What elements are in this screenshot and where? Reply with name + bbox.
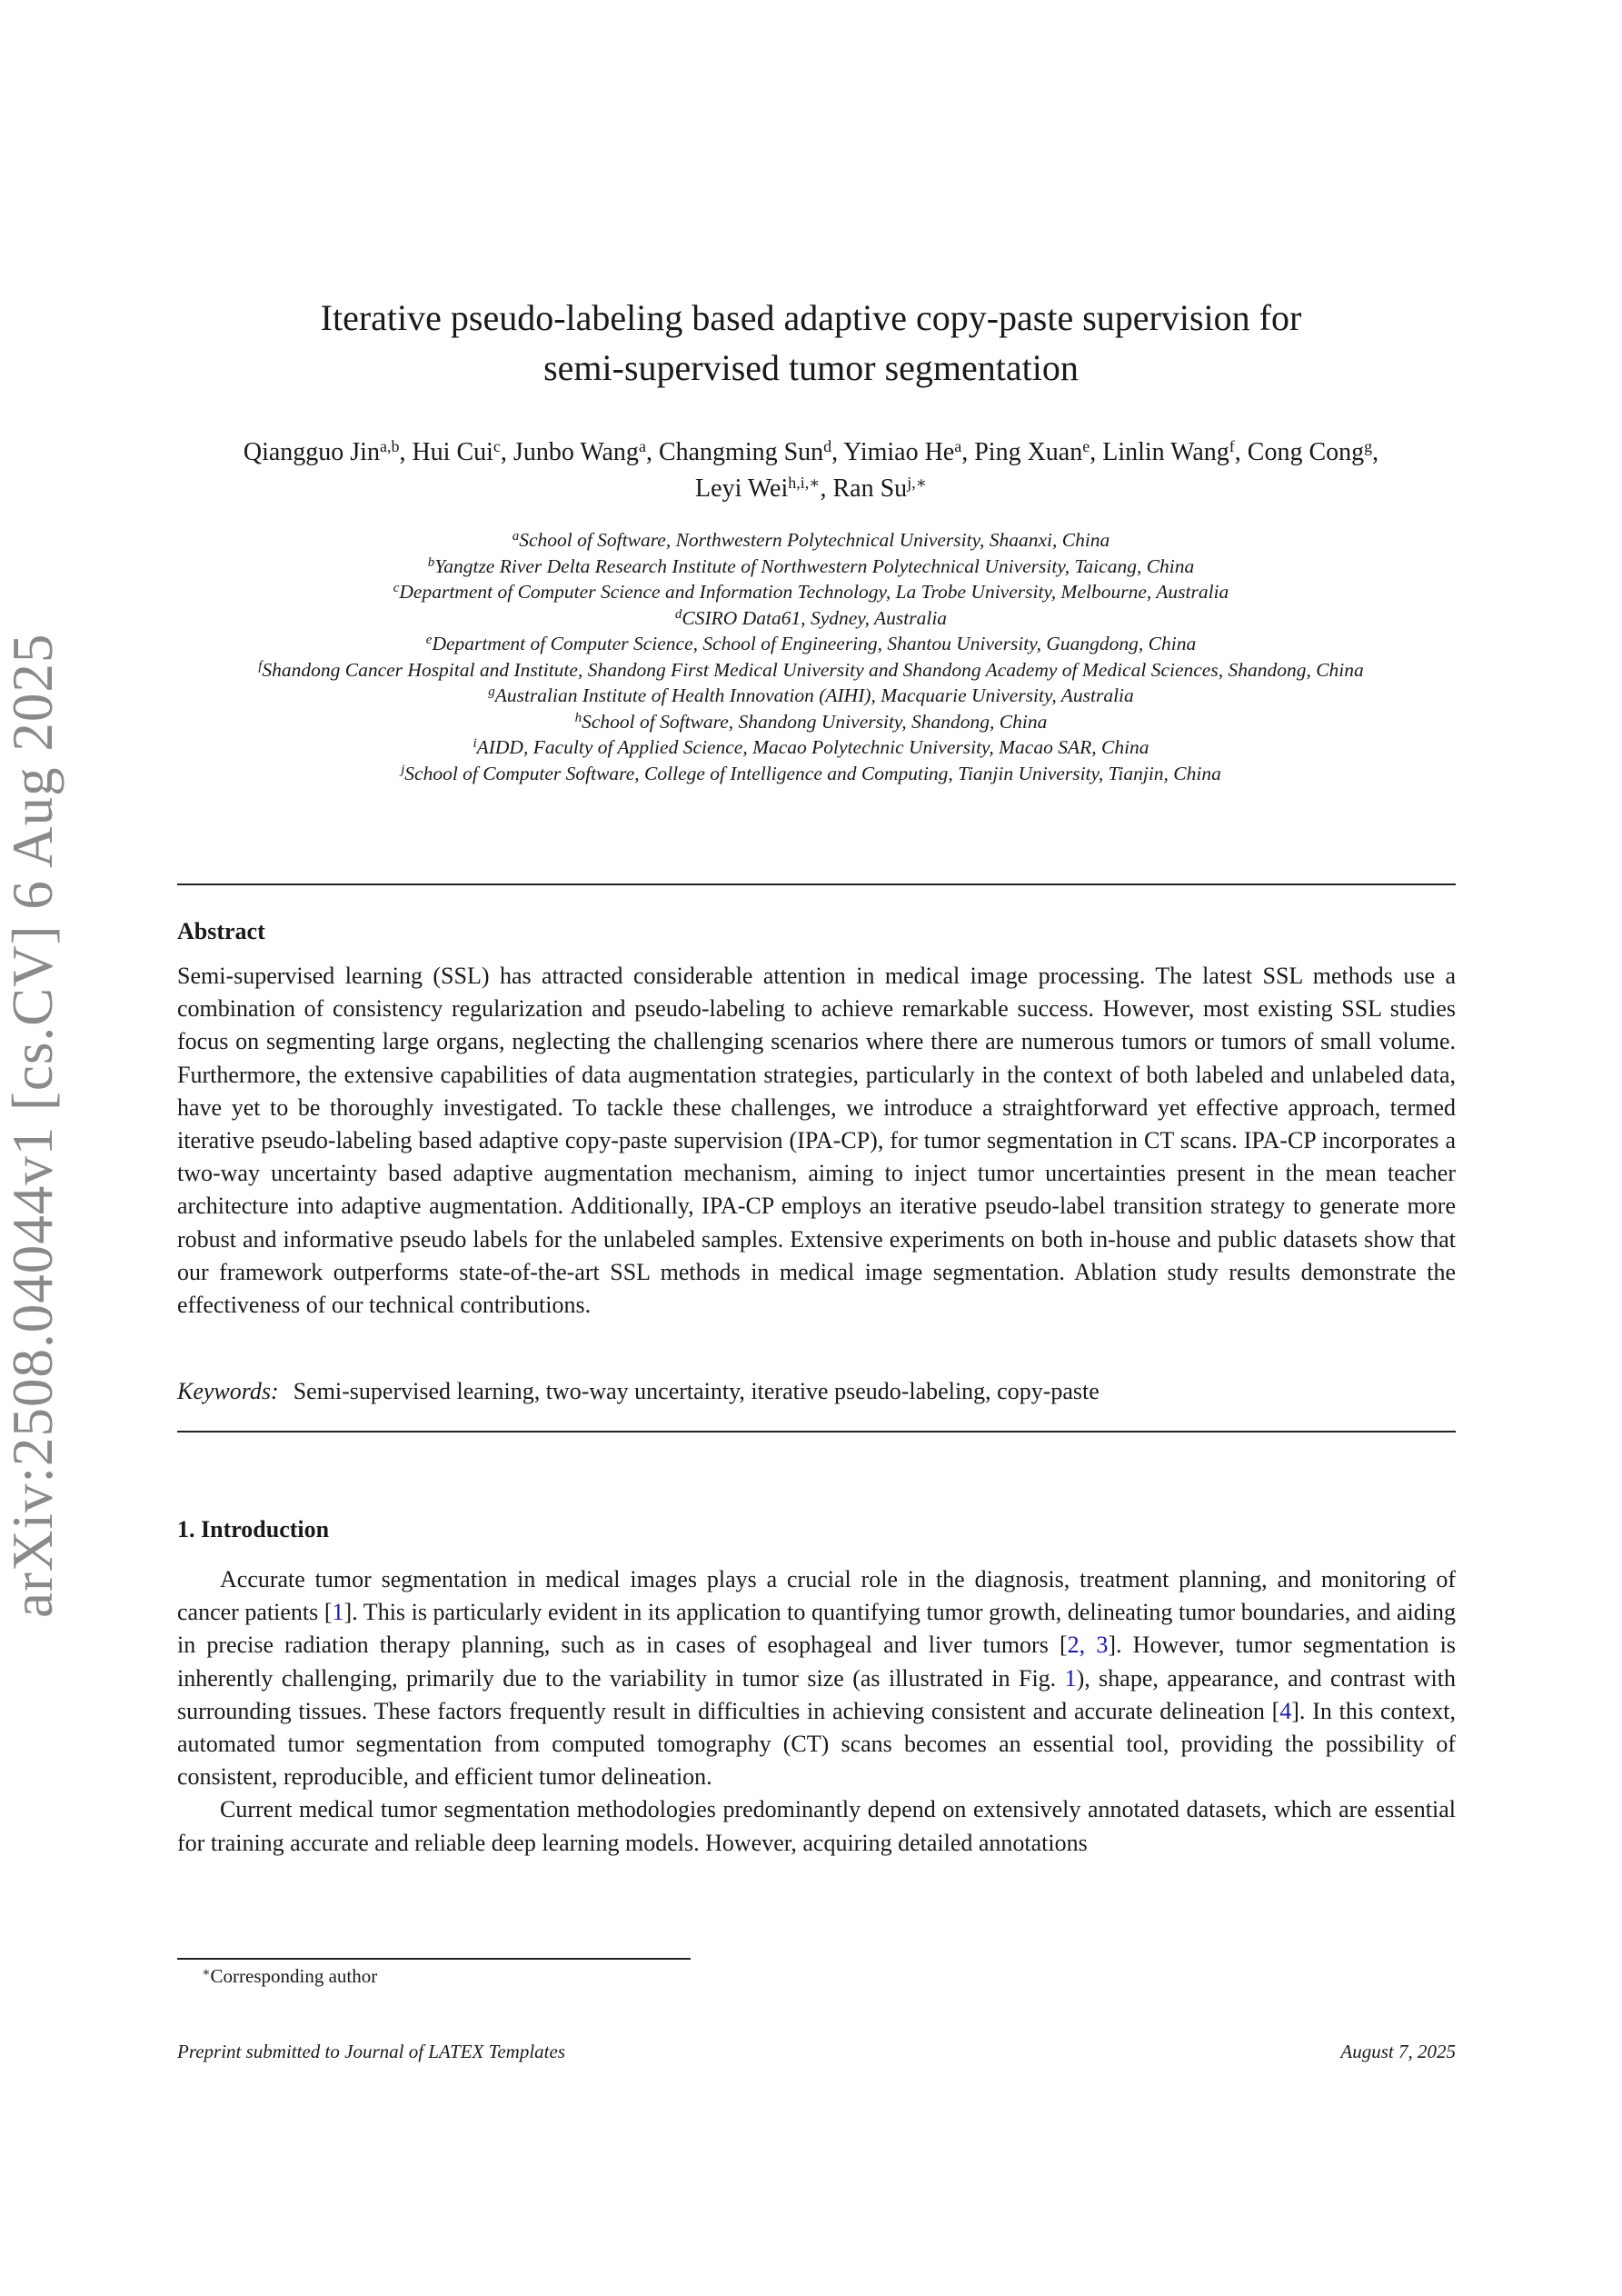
section-heading-introduction: 1. Introduction: [177, 1516, 330, 1542]
citation-link[interactable]: 2, 3: [1067, 1632, 1109, 1659]
author: Ping Xuan$^e$: [974, 437, 1090, 466]
author: Changming Sun$^d$: [658, 437, 832, 466]
abstract-text: Semi-supervised learning (SSL) has attracted considerable attention in medical image processing. The latest SSL methods use a combination of consistency regularization and pseudo-labeling to achieve remarkable success. However, most existing SSL studies focus on segmenting large organs, neglecting the challenging scenarios where there are numerous tumors or tumors of small volume. Furthermore, the extensive capabilities of data augmentation strategies, particularly in the context of both labeled and unlabeled data, have yet to be thoroughly investigated. To tackle these challenges, we introduce a straightforward yet effective approach, termed iterative pseudo-labeling based adaptive copy-paste supervision (IPA-CP), for tumor segmentation in CT scans. IPA-CP incorporates a two-way uncertainty based adaptive augmentation mechanism, aiming to inject tumor uncertainties present in the mean teacher architecture into adaptive augmentation. Additionally, IPA-CP employs an iterative pseudo-label transition strategy to generate more robust and informative pseudo labels for the unlabeled samples. Extensive experiments on both in-house and public datasets show that our framework outperforms state-of-the-art SSL methods in medical image segmentation. Ablation study results demonstrate the effectiveness of our technical contributions.: [177, 963, 1456, 1319]
arxiv-identifier-stamp: arXiv:2508.04044v1 [cs.CV] 6 Aug 2025: [1, 633, 65, 1618]
keywords-line: [177, 1378, 1456, 1405]
author: Cong Cong$^g$: [1247, 437, 1373, 466]
affiliation: $^j$School of Computer Software, College of Intelligence and Computing, Tianjin University, Tianjin, China: [401, 762, 1221, 784]
affiliation: $^e$Department of Computer Science, School of Engineering, Shantou University, Guangdong, China: [425, 633, 1197, 654]
citation-link[interactable]: 1: [332, 1599, 344, 1626]
affiliation: $^c$Department of Computer Science and Information Technology, La Trobe University, Melbourne, Australia: [393, 581, 1229, 603]
footer-preprint-note: Preprint submitted to Journal of LATEX Templates: [177, 2041, 566, 2062]
abstract-heading: Abstract: [177, 918, 265, 944]
paper-title: [173, 293, 1449, 393]
author: Qiangguo Jin$^{a,b}$: [243, 437, 400, 466]
title-line-2: semi-supervised tumor segmentation: [543, 347, 1079, 388]
affiliation: $^a$School of Software, Northwestern Polytechnical University, Shaanxi, China: [512, 529, 1110, 551]
abstract-top-rule: [177, 883, 1456, 885]
footnote-rule: [177, 1958, 691, 1960]
abstract-bottom-rule: [177, 1431, 1456, 1433]
affiliation: $^i$AIDD, Faculty of Applied Science, Macao Polytechnic University, Macao SAR, China: [473, 736, 1149, 758]
affiliation: $^b$Yangtze River Delta Research Institute of Northwestern Polytechnical University, Taicang, China: [427, 554, 1195, 577]
affiliation-list: [173, 527, 1449, 786]
figure-reference-link[interactable]: 1: [1064, 1664, 1077, 1692]
affiliation: $^d$CSIRO Data61, Sydney, Australia: [674, 606, 948, 629]
introduction-paragraph-2: Current medical tumor segmentation methodologies predominantly depend on extensively annotated datasets, which are essential for training accurate and reliable deep learning models. However, acquiring detailed annotations: [177, 1796, 1456, 1856]
introduction-paragraph-1: Accurate tumor segmentation in medical images plays a crucial role in the diagnosis, treatment planning, and monitoring of cancer patients [1]. This is particularly evident in its application to quantifying tumor growth, delineating tumor boundaries, and aiding in precise radiation therapy planning, such as in cases of esophageal and liver tumors [2, 3]. However, tumor segmentation is inherently challenging, primarily due to the variability in tumor size (as illustrated in Fig. 1), shape, appearance, and contrast with surrounding tissues. These factors frequently result in difficulties in achieving consistent and accurate delineation [4]. In this context, automated tumor segmentation from computed tomography (CT) scans becomes an essential tool, providing the possibility of consistent, reproducible, and efficient tumor delineation.: [177, 1566, 1456, 1791]
author: Yimiao He$^a$: [843, 437, 962, 466]
author: Ran $Su^{j,∗}$: [832, 474, 927, 503]
keywords-label: Keywords:: [177, 1378, 279, 1404]
author-list: Qiangguo Jin$^{a,b}$, Hui Cui$^c$, Junbo Wang$^a$, Changming Sun$^d$, Yimiao He$^a$, Ping Xuan$^e$, Linlin Wang$^f$, Cong Cong$^g$, Leyi Wei$^{h,i,∗}$, Ran $Su^{j,∗}$: [243, 437, 1379, 503]
affiliation: $^g$Australian Institute of Health Innovation (AIHI), Macquarie University, Australia: [488, 684, 1134, 706]
footnote-corresponding-author: ∗Corresponding author: [202, 1965, 378, 1987]
introduction-body: [177, 1563, 1456, 1860]
affiliation: $^h$School of Software, Shandong University, Shandong, China: [574, 710, 1048, 733]
affiliation: $^f$Shandong Cancer Hospital and Institute, Shandong First Medical University and Shandong Academy of Medical Sciences, Shandong, China: [258, 658, 1364, 681]
keywords-text: Semi-supervised learning, two-way uncertainty, iterative pseudo-labeling, copy-paste: [293, 1378, 1100, 1404]
title-line-1: Iterative pseudo-labeling based adaptive copy-paste supervision for: [320, 297, 1302, 338]
author: Linlin Wang$^f$: [1102, 437, 1235, 466]
author: Hui Cui$^c$: [412, 437, 501, 466]
author: Leyi Wei$^{h,i,∗}$: [695, 474, 821, 503]
author: Junbo Wang$^a$: [512, 437, 646, 466]
citation-link[interactable]: 4: [1279, 1697, 1292, 1724]
footer-date: August 7, 2025: [1340, 2041, 1456, 2062]
